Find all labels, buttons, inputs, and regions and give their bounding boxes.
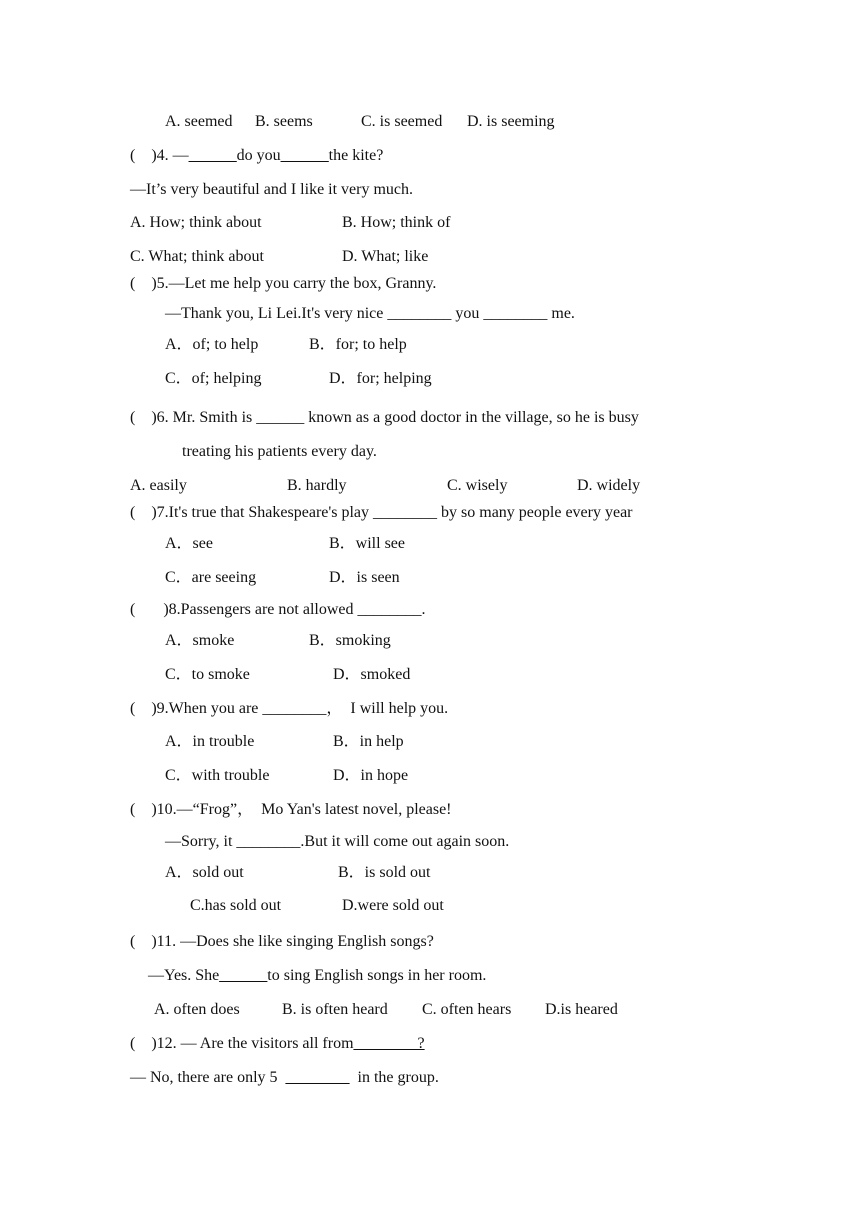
q12-stem — [130, 1034, 425, 1054]
q7-option-c: C．are seeing — [165, 569, 257, 586]
q7-stem: ( )7.It's true that Shakespeare's play ________ by so many people every year — [130, 504, 633, 521]
q11-option-a: A. often does — [154, 1001, 240, 1018]
q11-reply-end: to sing English songs in her room. — [267, 967, 487, 984]
q4-option-b: B. How; think of — [342, 214, 451, 231]
q10-option-a: A．sold out — [165, 864, 244, 881]
q10-option-b: B．is sold out — [338, 864, 431, 881]
q6-option-c: C. wisely — [447, 477, 508, 494]
q6-option-a: A. easily — [130, 477, 187, 494]
q7-option-b: B．will see — [329, 535, 405, 552]
q4-option-a: A. How; think about — [130, 214, 262, 231]
q10-option-d: D.were sold out — [342, 897, 444, 914]
q3-option-d: D. is seeming — [467, 113, 555, 130]
q4-reply: —It’s very beautiful and I like it very much. — [130, 181, 414, 198]
q10-stem: ( )10.—“Frog”， Mo Yan's latest novel, please! — [130, 801, 452, 818]
q12-reply — [130, 1068, 439, 1088]
q4-stem-end: the kite? — [328, 147, 384, 164]
q5-reply: —Thank you, Li Lei.It's very nice ________ you ________ me. — [165, 305, 575, 322]
q5-option-d: D．for; helping — [329, 370, 432, 387]
q5-stem: ( )5.—Let me help you carry the box, Granny. — [130, 275, 437, 292]
q4-stem-start: ( )4. — — [130, 147, 189, 164]
q10-reply: —Sorry, it ________.But it will come out again soon. — [165, 833, 510, 850]
q4-blank-2: ______ — [280, 147, 329, 164]
q5-option-b: B．for; to help — [309, 336, 407, 353]
q12-reply-blank: ________ — [285, 1069, 350, 1086]
q6-stem: ( )6. Mr. Smith is ______ known as a good doctor in the village, so he is busy — [130, 409, 639, 426]
q9-option-c: C．with trouble — [165, 767, 270, 784]
q9-stem: ( )9.When you are ________， I will help you. — [130, 700, 449, 717]
q11-blank: ______ — [219, 967, 268, 984]
q4-stem — [130, 146, 383, 166]
q8-option-a: A．smoke — [165, 632, 235, 649]
q11-option-c: C. often hears — [422, 1001, 512, 1018]
q6-option-d: D. widely — [577, 477, 641, 494]
q5-option-c: C．of; helping — [165, 370, 262, 387]
q7-option-d: D．is seen — [329, 569, 400, 586]
q8-stem: ( )8.Passengers are not allowed ________. — [130, 601, 426, 618]
q4-option-d: D. What; like — [342, 248, 429, 265]
q11-reply — [148, 966, 486, 986]
q10-option-c: C.has sold out — [190, 897, 282, 914]
q4-option-c: C. What; think about — [130, 248, 264, 265]
q11-option-b: B. is often heard — [282, 1001, 388, 1018]
q6-option-b: B. hardly — [287, 477, 347, 494]
q8-option-b: B．smoking — [309, 632, 391, 649]
q7-option-a: A．see — [165, 535, 213, 552]
q12-reply-start: — No, there are only 5 — [130, 1069, 286, 1086]
q12-reply-end: in the group. — [349, 1069, 439, 1086]
q12-blank: ________? — [353, 1035, 425, 1052]
q4-blank-1: ______ — [188, 147, 237, 164]
q3-option-a: A. seemed — [165, 113, 233, 130]
q8-option-d: D．smoked — [333, 666, 411, 683]
q3-option-b: B. seems — [255, 113, 313, 130]
q12-stem-start: ( )12. — Are the visitors all from — [130, 1035, 354, 1052]
q11-option-d: D.is heared — [545, 1001, 618, 1018]
q9-option-d: D．in hope — [333, 767, 409, 784]
q11-reply-start: —Yes. She — [148, 967, 220, 984]
q6-stem-continued: treating his patients every day. — [182, 443, 377, 460]
q11-stem: ( )11. —Does she like singing English songs? — [130, 933, 434, 950]
q4-stem-middle: do you — [236, 147, 281, 164]
q5-option-a: A．of; to help — [165, 336, 259, 353]
q9-option-b: B．in help — [333, 733, 404, 750]
q3-option-c: C. is seemed — [361, 113, 443, 130]
q9-option-a: A．in trouble — [165, 733, 255, 750]
q8-option-c: C．to smoke — [165, 666, 250, 683]
